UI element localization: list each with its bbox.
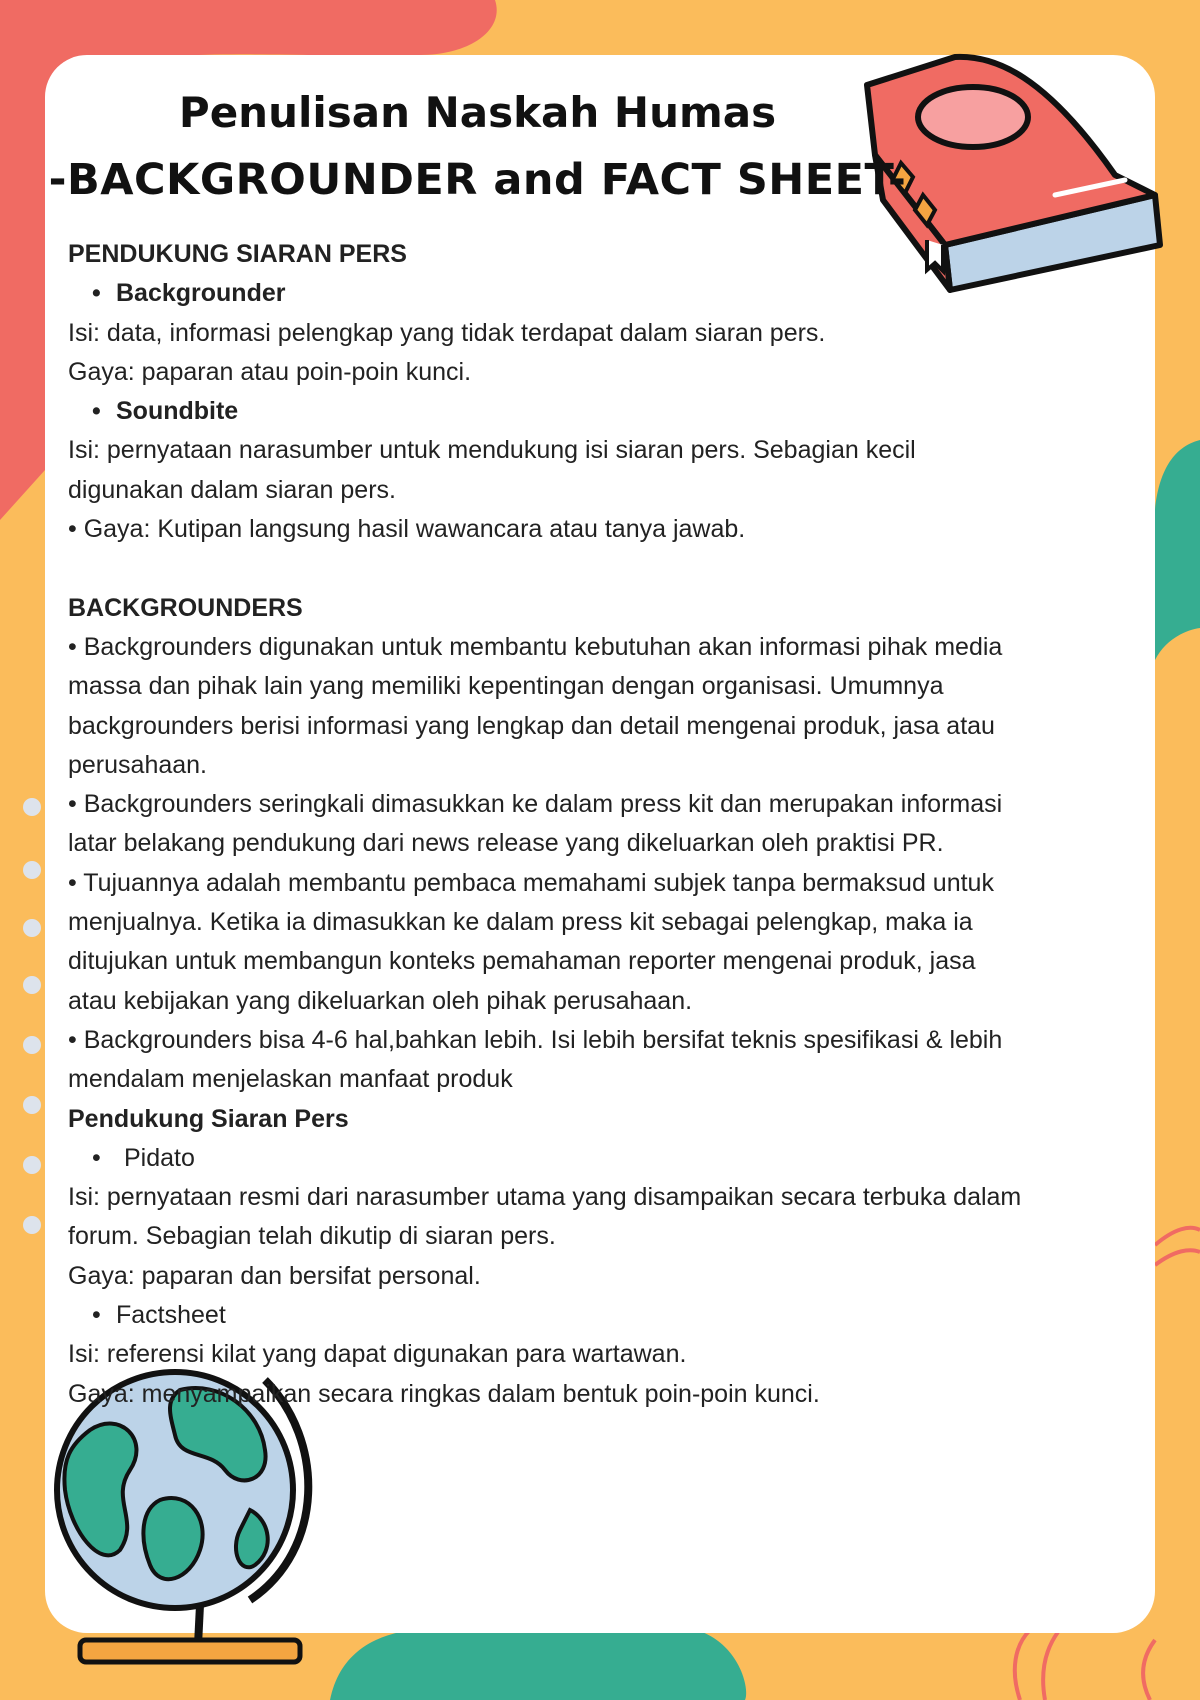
coral-lines-bottom-right: [1015, 1630, 1155, 1700]
paragraph-line: latar belakang pendukung dari news release yang dikeluarkan oleh praktisi PR.: [68, 829, 944, 858]
paragraph-line: forum. Sebagian telah dikutip di siaran pers.: [68, 1222, 556, 1251]
paragraph-line: Isi: referensi kilat yang dapat digunakan para wartawan.: [68, 1340, 687, 1369]
bullet-label: Factsheet: [116, 1301, 226, 1330]
page-title: Penulisan Naskah Humas: [178, 88, 777, 137]
bullet-factsheet: • Factsheet: [92, 1301, 226, 1330]
paragraph-line: Isi: data, informasi pelengkap yang tidak terdapat dalam siaran pers.: [68, 318, 826, 347]
paragraph-line: Isi: pernyataan resmi dari narasumber utama yang disampaikan secara terbuka dalam: [68, 1183, 1022, 1212]
bullet-label: Soundbite: [116, 397, 239, 426]
paragraph-line: massa dan pihak lain yang memiliki kepentingan dengan organisasi. Umumnya: [68, 672, 944, 701]
paragraph-line: perusahaan.: [68, 750, 208, 779]
section-heading-backgrounders: BACKGROUNDERS: [68, 593, 303, 622]
paragraph-line: digunakan dalam siaran pers.: [68, 475, 396, 504]
teal-blob-right: [1154, 440, 1200, 660]
bullet-label: Pidato: [124, 1143, 195, 1172]
bullet-backgrounder: • Backgrounder: [92, 279, 286, 308]
paragraph-line: Gaya: menyampaikan secara ringkas dalam bentuk poin-poin kunci.: [68, 1379, 820, 1408]
paragraph-line: Gaya: paparan dan bersifat personal.: [68, 1261, 481, 1290]
paragraph-line: • Gaya: Kutipan langsung hasil wawancara atau tanya jawab.: [68, 515, 746, 544]
document-body: [68, 235, 1128, 1414]
paragraph-line: Isi: pernyataan narasumber untuk mendukung isi siaran pers. Sebagian kecil: [68, 436, 916, 465]
bullet-soundbite: • Soundbite: [92, 397, 239, 426]
paragraph-line: • Tujuannya adalah membantu pembaca memahami subjek tanpa bermaksud untuk: [68, 868, 994, 897]
coral-lines-right: [1155, 1228, 1200, 1265]
page-subtitle: -BACKGROUNDER and FACT SHEET-: [48, 155, 907, 205]
bullet-pidato: • Pidato: [92, 1143, 195, 1172]
paragraph-line: • Backgrounders seringkali dimasukkan ke dalam press kit dan merupakan informasi: [68, 790, 1003, 819]
paragraph-line: mendalam menjelaskan manfaat produk: [68, 1065, 513, 1094]
paragraph-line: backgrounders berisi informasi yang lengkap dan detail mengenai produk, jasa atau: [68, 711, 995, 740]
teal-blob-bottom: [330, 1628, 746, 1700]
bullet-label: Backgrounder: [116, 279, 286, 308]
paragraph-line: ditujukan untuk membangun konteks pemahaman reporter mengenai produk, jasa: [68, 947, 976, 976]
binder-holes: [20, 795, 50, 1275]
paragraph-line: • Backgrounders digunakan untuk membantu kebutuhan akan informasi pihak media: [68, 632, 1003, 661]
paragraph-line: • Backgrounders bisa 4-6 hal,bahkan lebih. Isi lebih bersifat teknis spesifikasi & lebih: [68, 1025, 1003, 1054]
paragraph-line: atau kebijakan yang dikeluarkan oleh pihak perusahaan.: [68, 986, 693, 1015]
section-heading-pendukung: PENDUKUNG SIARAN PERS: [68, 240, 407, 268]
section-heading-pendukung-siaran: Pendukung Siaran Pers: [68, 1104, 349, 1133]
spacer: [68, 549, 1128, 588]
paragraph-line: Gaya: paparan atau poin-poin kunci.: [68, 357, 472, 386]
paragraph-line: menjualnya. Ketika ia dimasukkan ke dalam press kit sebagai pelengkap, maka ia: [68, 908, 973, 937]
